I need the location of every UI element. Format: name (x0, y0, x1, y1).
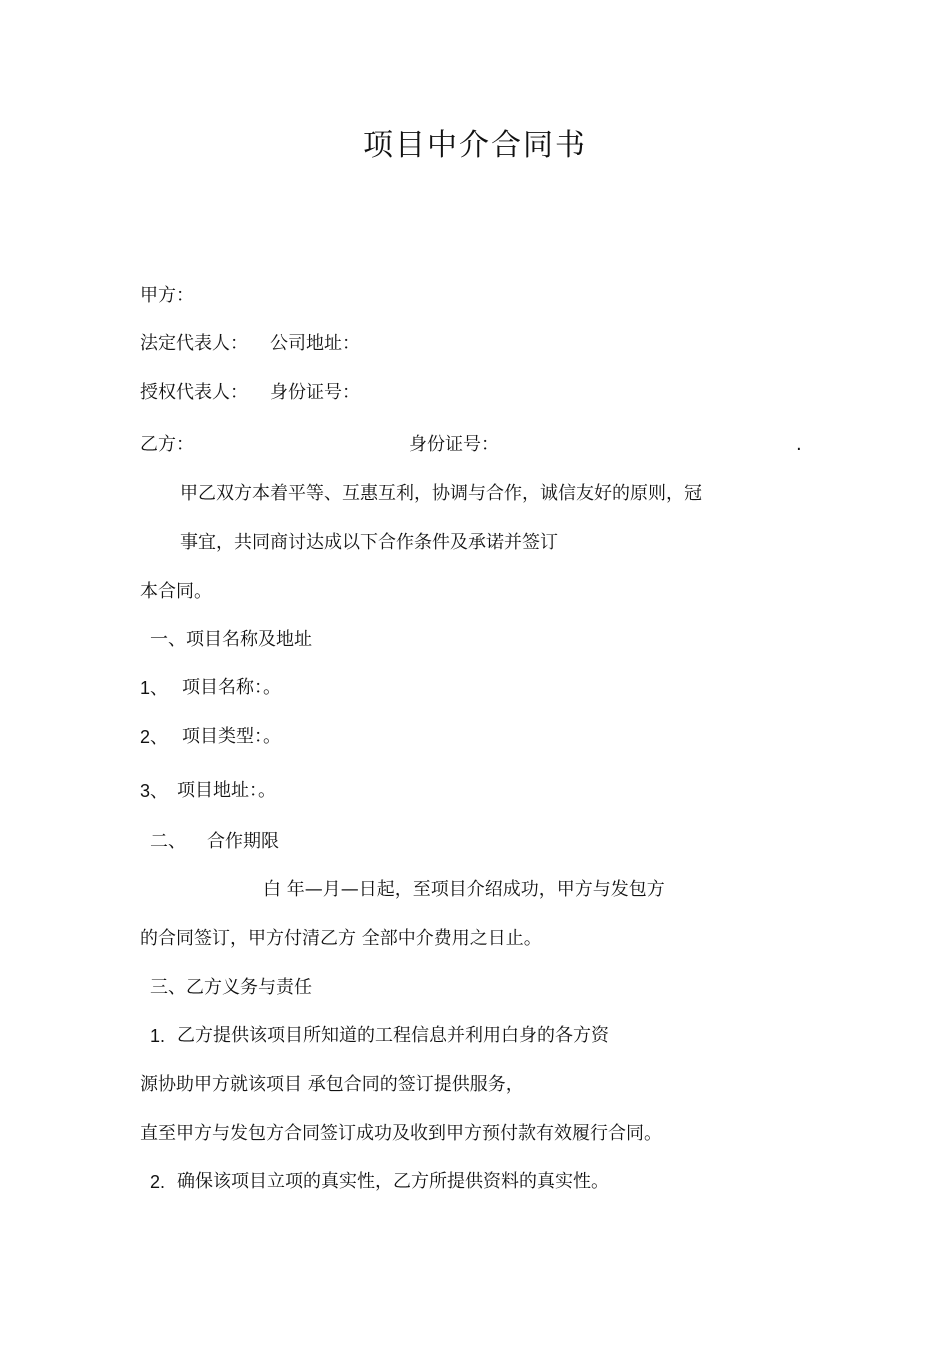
section-3-item-2-text: 确保该项目立项的真实性，乙方所提供资料的真实性。 (177, 1171, 609, 1192)
intro-paragraph-line-2: 事宜，共同商讨达成以下合作条件及承诺并签订 (180, 532, 558, 553)
authorized-id-label: 身份证号： (270, 382, 360, 403)
authorized-representative-label: 授权代表人： (140, 382, 248, 403)
section-2-line-1: 白 年—月—日起，至项目介绍成功，甲方与发包方 (263, 879, 665, 900)
document-title: 项目中介合同书 (363, 128, 587, 163)
party-a-label: 甲方： (140, 285, 194, 306)
section-1-item-1-number: 1、 (140, 678, 169, 698)
section-3-item-2-number: 2. (150, 1172, 166, 1192)
section-1-item-1-text: 项目名称：。 (182, 677, 281, 698)
section-1-item-2-number: 2、 (140, 727, 169, 747)
section-1-heading: 一、项目名称及地址 (150, 629, 312, 650)
section-2-heading-text: 合作期限 (207, 831, 279, 852)
intro-paragraph-line-1: 甲乙双方本着平等、互惠互利，协调与合作，诚信友好的原则，冠 (180, 483, 702, 504)
section-1-item-2-text: 项目类型：。 (182, 726, 281, 747)
party-b-trailing-dot: . (796, 434, 802, 455)
section-3-heading: 三、乙方义务与责任 (150, 977, 312, 998)
intro-paragraph-line-3: 本合同。 (140, 581, 212, 602)
section-3-item-1-number: 1. (150, 1026, 166, 1046)
section-3-item-1-line-1: 乙方提供该项目所知道的工程信息并利用白身的各方资 (177, 1025, 609, 1046)
section-3-item-1-line-2: 源协助甲方就该项目 承包合同的签订提供服务， (140, 1074, 524, 1095)
section-3-item-1-line-3: 直至甲方与发包方合同签订成功及收到甲方预付款有效履行合同。 (140, 1123, 662, 1144)
section-1-item-3-number: 3、 (140, 781, 169, 801)
section-2-heading-number: 二、 (150, 831, 186, 852)
section-1-item-3-text: 项目地址：。 (177, 780, 276, 801)
legal-representative-label: 法定代表人： (140, 333, 248, 354)
section-2-line-2: 的合同签订，甲方付清乙方 全部中介费用之日止。 (140, 928, 542, 949)
party-b-label: 乙方： (140, 434, 194, 455)
party-b-id-label: 身份证号： (409, 434, 499, 455)
company-address-label: 公司地址： (270, 333, 360, 354)
